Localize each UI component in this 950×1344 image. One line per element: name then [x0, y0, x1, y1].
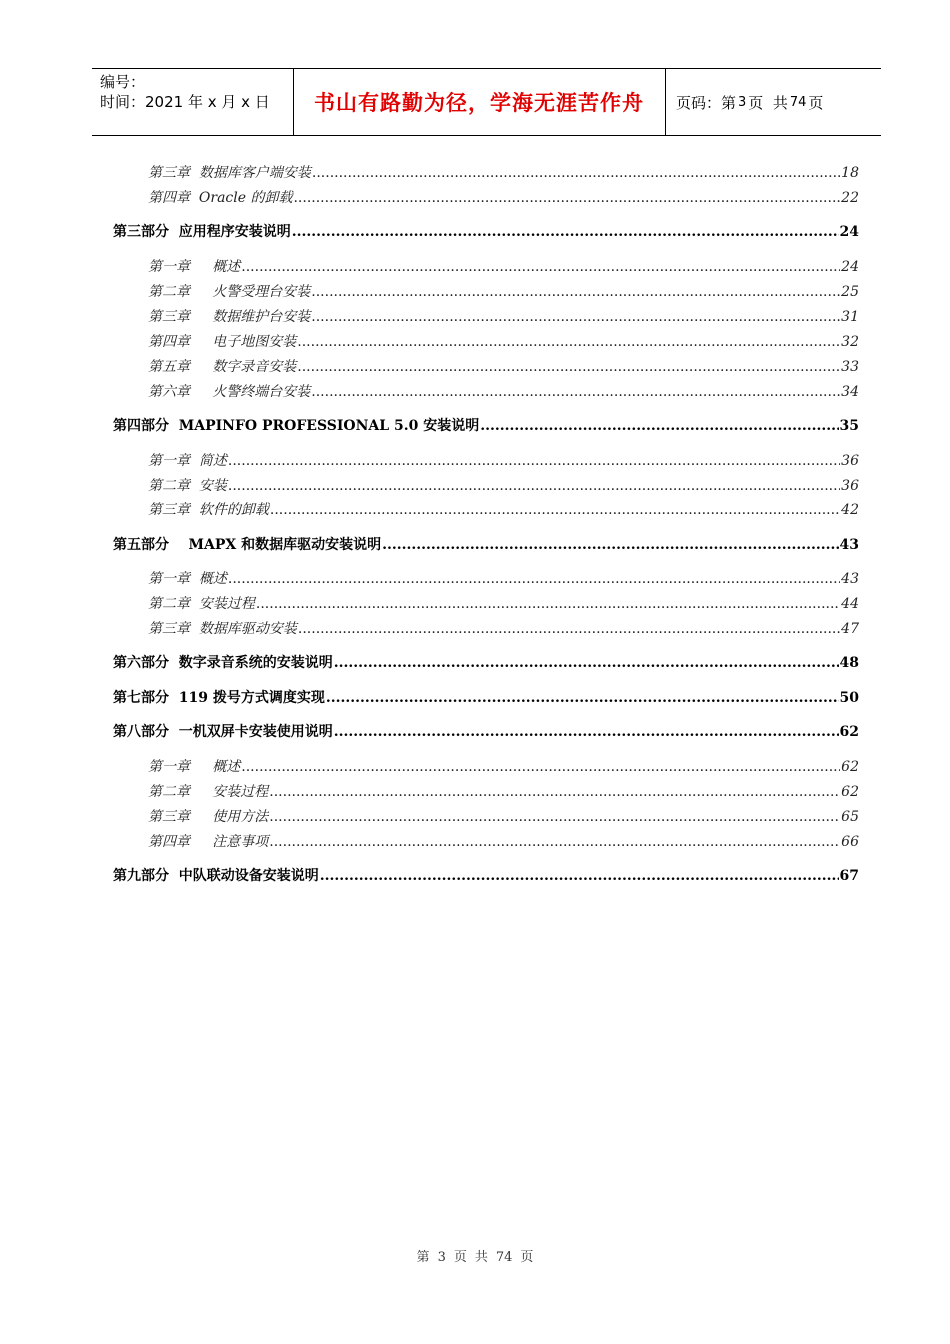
toc-leader-dots	[293, 190, 840, 206]
toc-entry-label: 第一章 概述	[148, 259, 241, 275]
toc-chapter-entry[interactable]	[148, 450, 859, 470]
toc-entry-page-number: 62	[839, 724, 859, 740]
toc-entry-page-number: 35	[839, 418, 859, 434]
toc-leader-dots	[311, 309, 840, 325]
toc-leader-dots	[241, 759, 840, 775]
toc-leader-dots	[382, 537, 838, 553]
toc-leader-dots	[320, 868, 839, 884]
toc-entry-label: 第三章 软件的卸载	[148, 502, 269, 518]
toc-entry-label: 第四章 Oracle 的卸载	[148, 190, 293, 206]
toc-entry-label: 第一章 概述	[148, 571, 227, 587]
footer-suffix: 页	[520, 1250, 534, 1265]
document-time-label: 时间：2021 年 x 月 x 日	[100, 93, 270, 111]
toc-leader-dots	[270, 502, 840, 518]
toc-entry-page-number: 22	[841, 190, 859, 206]
toc-leader-dots	[269, 834, 840, 850]
toc-entry-page-number: 36	[841, 478, 859, 494]
toc-entry-page-number: 32	[841, 334, 859, 350]
toc-entry-label: 第七部分 119 拨号方式调度实现	[113, 690, 325, 706]
toc-entry-label: 第一章 简述	[148, 453, 227, 469]
toc-entry-page-number: 62	[841, 784, 859, 800]
toc-entry-label: 第三章 数据库驱动安装	[148, 621, 297, 637]
toc-chapter-entry[interactable]	[148, 806, 859, 826]
toc-leader-dots	[297, 334, 840, 350]
toc-entry-label: 第八部分 一机双屏卡安装使用说明	[113, 724, 333, 740]
toc-chapter-entry[interactable]	[148, 306, 859, 326]
toc-leader-dots	[292, 224, 839, 240]
toc-leader-dots	[334, 655, 839, 671]
toc-entry-page-number: 18	[841, 165, 859, 181]
toc-entry-page-number: 67	[839, 868, 859, 884]
header-info-cell	[92, 69, 293, 135]
toc-chapter-entry[interactable]	[148, 781, 859, 801]
toc-chapter-entry[interactable]	[148, 162, 859, 182]
toc-entry-label: 第三部分 应用程序安装说明	[113, 224, 291, 240]
toc-leader-dots	[480, 418, 838, 434]
toc-leader-dots	[312, 165, 840, 181]
toc-chapter-entry[interactable]	[148, 356, 859, 376]
toc-leader-dots	[256, 596, 840, 612]
footer-current-page: 3	[437, 1250, 446, 1265]
footer-page-word: 页	[453, 1250, 467, 1265]
toc-leader-dots	[326, 690, 839, 706]
toc-entry-label: 第二章 安装过程	[148, 596, 255, 612]
toc-part-entry[interactable]	[113, 721, 859, 741]
toc-entry-page-number: 43	[841, 571, 859, 587]
header-page-suffix: 页	[808, 93, 824, 112]
toc-entry-label: 第九部分 中队联动设备安装说明	[113, 868, 319, 884]
toc-entry-page-number: 47	[841, 621, 859, 637]
toc-leader-dots	[297, 359, 840, 375]
toc-entry-page-number: 24	[839, 224, 859, 240]
toc-entry-label: 第三章 数据库客户端安装	[148, 165, 311, 181]
toc-entry-page-number: 33	[841, 359, 859, 375]
toc-entry-label: 第二章 安装过程	[148, 784, 269, 800]
page-footer	[0, 1246, 950, 1265]
header-page-prefix: 页码：第	[676, 93, 737, 112]
toc-entry-page-number: 34	[841, 384, 859, 400]
footer-total-word: 共	[474, 1250, 488, 1265]
header-page-mid: 页 共	[748, 93, 788, 112]
toc-leader-dots	[311, 384, 840, 400]
toc-entry-page-number: 44	[841, 596, 859, 612]
toc-entry-label: 第四章 注意事项	[148, 834, 269, 850]
toc-part-entry[interactable]	[113, 865, 859, 885]
toc-chapter-entry[interactable]	[148, 593, 859, 613]
toc-chapter-entry[interactable]	[148, 618, 859, 638]
toc-chapter-entry[interactable]	[148, 256, 859, 276]
toc-leader-dots	[228, 571, 840, 587]
toc-entry-page-number: 66	[841, 834, 859, 850]
toc-entry-page-number: 50	[839, 690, 859, 706]
toc-leader-dots	[228, 478, 840, 494]
toc-chapter-entry[interactable]	[148, 756, 859, 776]
header-page-cell	[666, 69, 881, 135]
toc-chapter-entry[interactable]	[148, 475, 859, 495]
toc-entry-label: 第二章 火警受理台安装	[148, 284, 311, 300]
footer-prefix: 第	[416, 1250, 430, 1265]
toc-chapter-entry[interactable]	[148, 381, 859, 401]
toc-part-entry[interactable]	[113, 534, 859, 554]
toc-entry-page-number: 31	[841, 309, 859, 325]
toc-entry-label: 第四章 电子地图安装	[148, 334, 297, 350]
toc-chapter-entry[interactable]	[148, 281, 859, 301]
toc-chapter-entry[interactable]	[148, 499, 859, 519]
toc-entry-label: 第六章 火警终端台安装	[148, 384, 311, 400]
footer-total-pages: 74	[495, 1250, 513, 1265]
toc-leader-dots	[241, 259, 840, 275]
toc-chapter-entry[interactable]	[148, 831, 859, 851]
toc-entry-label: 第五部分 MAPX 和数据库驱动安装说明	[113, 537, 382, 553]
toc-entry-page-number: 62	[841, 759, 859, 775]
toc-entry-label: 第二章 安装	[148, 478, 227, 494]
toc-leader-dots	[269, 784, 840, 800]
toc-part-entry[interactable]	[113, 687, 859, 707]
toc-entry-label: 第三章 使用方法	[148, 809, 269, 825]
toc-leader-dots	[228, 453, 840, 469]
toc-entry-label: 第五章 数字录音安装	[148, 359, 297, 375]
header-page-current: 3	[738, 94, 747, 110]
toc-part-entry[interactable]	[113, 221, 859, 241]
toc-part-entry[interactable]	[113, 652, 859, 672]
toc-leader-dots	[334, 724, 839, 740]
header-page-total: 74	[789, 94, 807, 110]
header-motto: 书山有路勤为径，学海无涯苦作舟	[314, 91, 644, 115]
toc-entry-page-number: 25	[841, 284, 859, 300]
toc-entry-label: 第四部分 MAPINFO PROFESSIONAL 5.0 安装说明	[113, 418, 480, 434]
page-header	[92, 68, 881, 136]
toc-leader-dots	[298, 621, 840, 637]
toc-entry-page-number: 36	[841, 453, 859, 469]
toc-entry-label: 第一章 概述	[148, 759, 241, 775]
toc-entry-label: 第三章 数据维护台安装	[148, 309, 311, 325]
header-motto-cell	[293, 69, 666, 135]
toc-part-entry[interactable]	[113, 415, 859, 435]
toc-entry-page-number: 65	[841, 809, 859, 825]
toc-entry-page-number: 42	[841, 502, 859, 518]
toc-leader-dots	[269, 809, 840, 825]
toc-entry-label: 第六部分 数字录音系统的安装说明	[113, 655, 333, 671]
document-number-label: 编号：	[100, 73, 146, 91]
toc-entry-page-number: 48	[839, 655, 859, 671]
toc-chapter-entry[interactable]	[148, 568, 859, 588]
toc-entry-page-number: 43	[839, 537, 859, 553]
toc-chapter-entry[interactable]	[148, 187, 859, 207]
toc-entry-page-number: 24	[841, 259, 859, 275]
toc-leader-dots	[311, 284, 840, 300]
toc-chapter-entry[interactable]	[148, 331, 859, 351]
